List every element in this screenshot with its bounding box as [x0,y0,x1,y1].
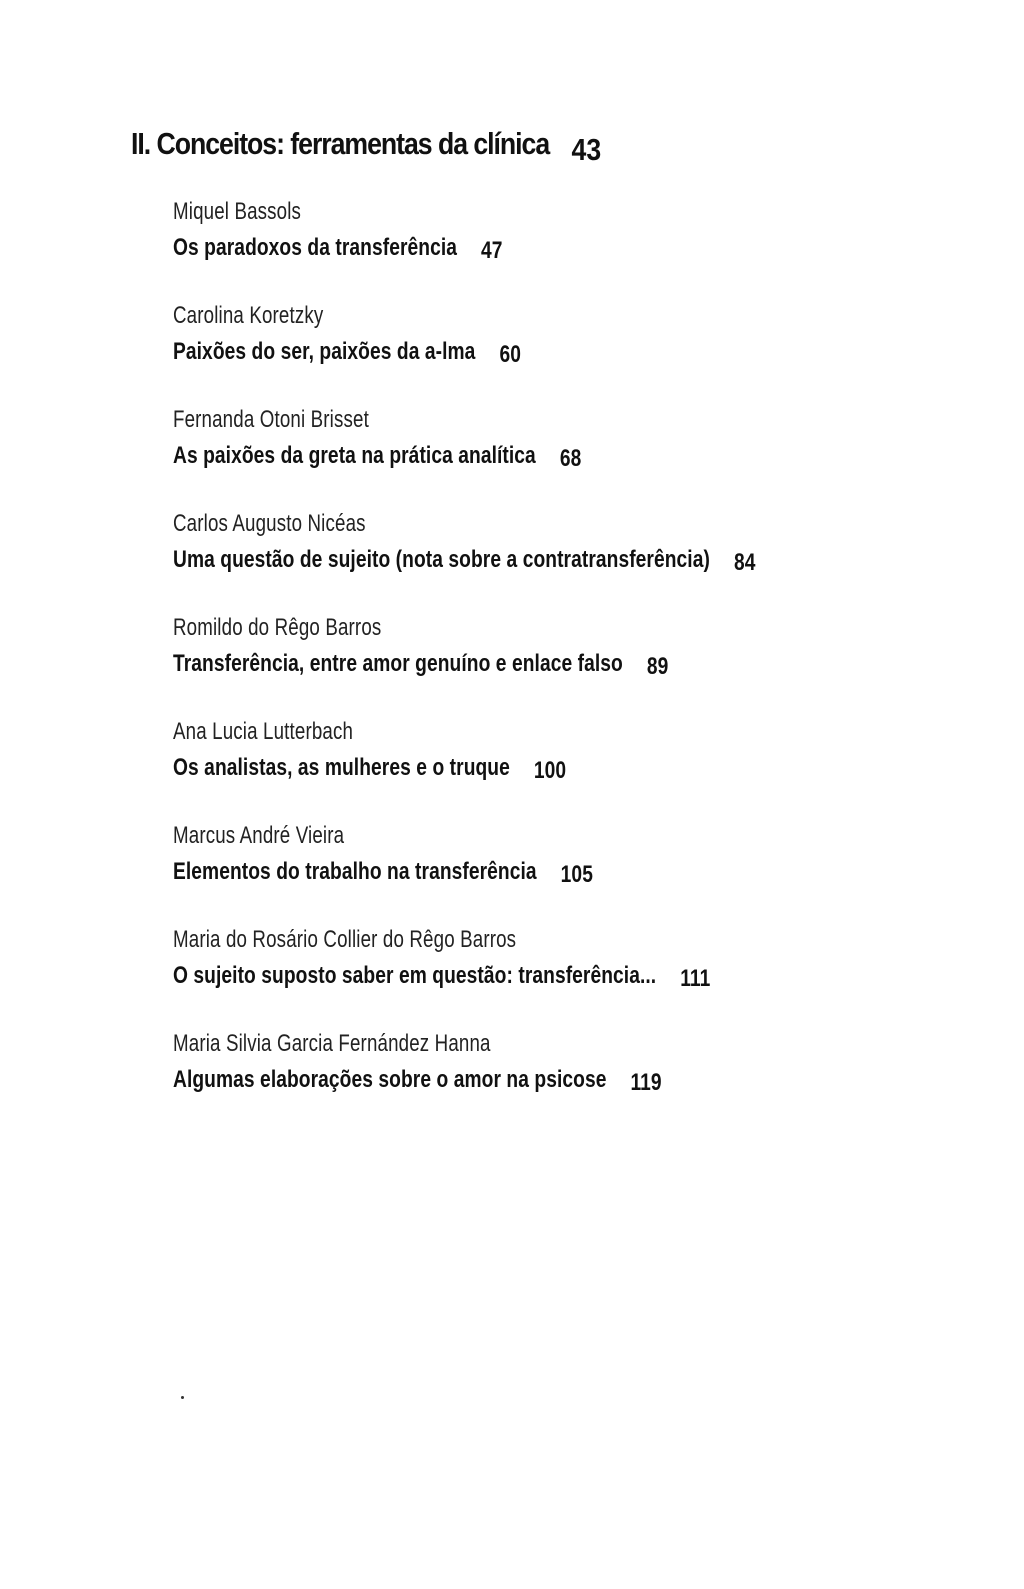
entry-page-number: 111 [680,965,711,992]
entry-author: Maria do Rosário Collier do Rêgo Barros [173,926,517,953]
entry-title-line [173,1063,813,1097]
entry-author: Romildo do Rêgo Barros [173,614,382,641]
entry-title: As paixões da greta na prática analítica [173,442,536,469]
entry-author: Miquel Bassols [173,198,302,225]
section-title: II. Conceitos: ferramentas da clínica [131,126,550,161]
entry-title: Transferência, entre amor genuíno e enlace falso [173,650,623,677]
toc-entry [173,921,973,1025]
entry-page-number: 105 [560,861,593,888]
entry-author: Carlos Augusto Nicéas [173,510,366,537]
entry-title: Uma questão de sujeito (nota sobre a contratransferência) [173,546,710,573]
entry-title-line [173,647,813,681]
entry-title: Algumas elaborações sobre o amor na psicose [173,1066,607,1093]
entry-title-line [173,959,813,993]
toc-entry [173,193,973,297]
entry-page-number: 89 [646,653,669,680]
entry-page-number: 119 [630,1069,662,1096]
stray-dot-mark [181,1396,184,1399]
entry-author: Maria Silvia Garcia Fernández Hanna [173,1030,491,1057]
section-page-number: 43 [571,132,602,167]
entry-page-number: 68 [559,445,582,472]
entry-title: Os analistas, as mulheres e o truque [173,754,510,781]
entry-author: Marcus André Vieira [173,822,345,849]
entry-title: O sujeito suposto saber em questão: transferência... [173,962,657,989]
entry-title-line [173,751,813,785]
entry-title-line [173,335,813,369]
toc-entry [173,609,973,713]
entry-title: Os paradoxos da transferência [173,234,458,261]
toc-entry [173,713,973,817]
entry-title-line [173,855,813,889]
toc-entry [173,505,973,609]
entry-title-line [173,439,813,473]
entry-page-number: 60 [499,341,521,368]
entry-author: Fernanda Otoni Brisset [173,406,369,433]
entry-title-line [173,231,813,265]
toc-entry [173,1025,973,1129]
entry-page-number: 84 [733,549,756,576]
toc-entry-list [173,193,973,1129]
entry-title-line [173,543,813,577]
section-heading [131,124,602,167]
entry-page-number: 47 [481,237,503,264]
entry-author: Carolina Koretzky [173,302,324,329]
toc-entry [173,401,973,505]
toc-entry [173,297,973,401]
toc-entry [173,817,973,921]
entry-title: Elementos do trabalho na transferência [173,858,537,885]
entry-author: Ana Lucia Lutterbach [173,718,354,745]
entry-title: Paixões do ser, paixões da a-lma [173,338,476,365]
entry-page-number: 100 [533,757,567,784]
